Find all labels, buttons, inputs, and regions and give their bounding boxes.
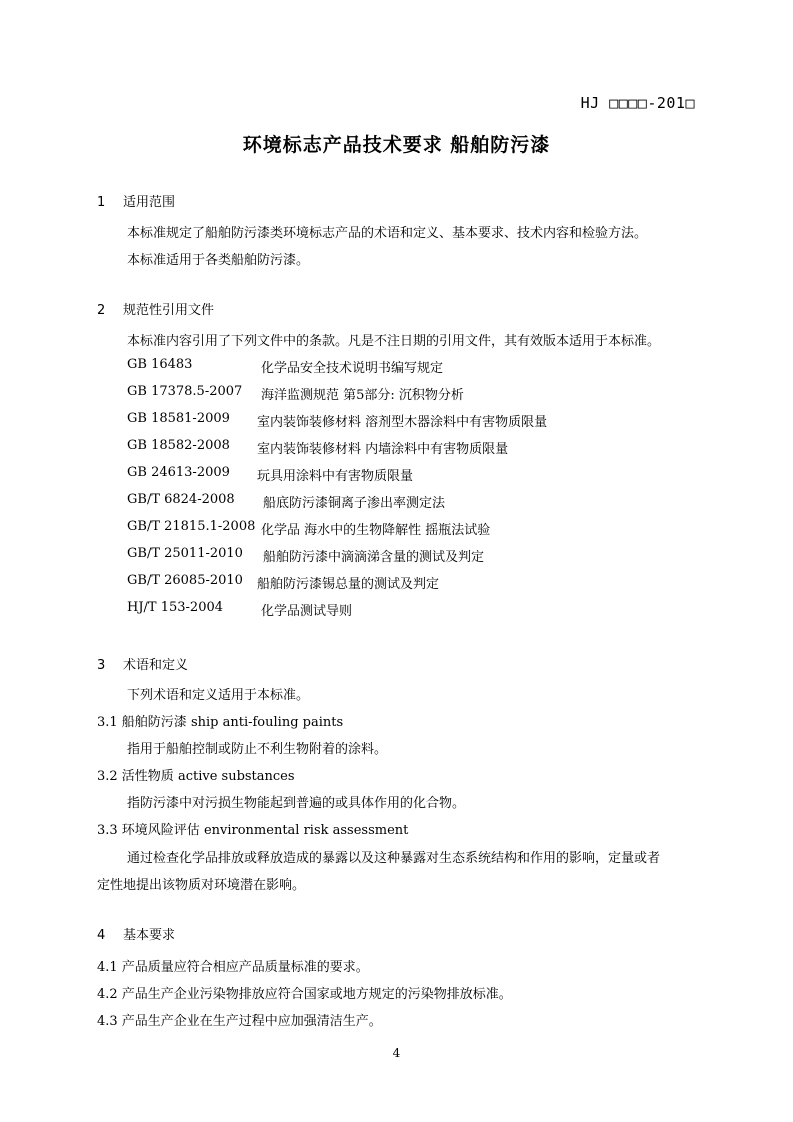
reference-item (127, 519, 491, 538)
term-3-3-definition-line-1: 通过检查化学品排放或释放造成的暴露以及这种暴露对生态系统结构和作用的影响，定量或者 (127, 851, 661, 866)
reference-item (127, 492, 446, 511)
reference-item (127, 546, 485, 565)
section-number: 2 (97, 303, 106, 318)
reference-name: 室内装饰装修材料 溶剂型木器涂料中有害物质限量 (257, 415, 548, 430)
section-title: 规范性引用文件 (123, 303, 215, 318)
requirement-4-3: 4.3 产品生产企业在生产过程中应加强清洁生产。 (97, 1014, 382, 1029)
section-3-intro: 下列术语和定义适用于本标准。 (127, 688, 310, 703)
section-number: 4 (97, 928, 106, 943)
document-title: 环境标志产品技术要求 船舶防污漆 (242, 134, 551, 156)
term-3-1: 3.1 船舶防污漆 ship anti-fouling paints (97, 715, 344, 730)
reference-code: GB 18581-2009 (127, 411, 230, 426)
reference-code: HJ/T 153-2004 (127, 600, 224, 615)
page-number: 4 (392, 1046, 401, 1060)
reference-item (127, 357, 444, 376)
section-1-paragraph-1: 本标准规定了船舶防污漆类环境标志产品的术语和定义、基本要求、技术内容和检验方法。 (127, 226, 648, 241)
reference-item (127, 465, 414, 484)
section-3-heading (97, 654, 188, 673)
reference-name: 化学品 海水中的生物降解性 摇瓶法试验 (261, 523, 491, 538)
reference-name: 船舶防污漆中滴滴涕含量的测试及判定 (263, 550, 485, 565)
reference-code: GB/T 26085-2010 (127, 573, 243, 588)
term-3-3-definition-line-2: 定性地提出该物质对环境潜在影响。 (97, 878, 306, 893)
reference-code: GB 18582-2008 (127, 438, 230, 453)
reference-code: GB/T 21815.1-2008 (127, 519, 256, 534)
requirement-4-1: 4.1 产品质量应符合相应产品质量标准的要求。 (97, 960, 369, 975)
reference-item (127, 411, 548, 430)
term-3-2-definition: 指防污漆中对污损生物能起到普遍的或具体作用的化合物。 (127, 796, 466, 811)
term-3-3: 3.3 环境风险评估 environmental risk assessment (97, 823, 409, 838)
section-2-heading (97, 299, 214, 318)
reference-item (127, 573, 440, 592)
standard-code: HJ □□□□-201□ (580, 94, 695, 112)
section-number: 3 (97, 658, 106, 673)
reference-name: 玩具用涂料中有害物质限量 (257, 469, 414, 484)
reference-code: GB 24613-2009 (127, 465, 230, 480)
reference-name: 化学品安全技术说明书编写规定 (261, 361, 444, 376)
reference-name: 化学品测试导则 (261, 604, 353, 619)
reference-name: 室内装饰装修材料 内墙涂料中有害物质限量 (257, 442, 509, 457)
requirement-4-2: 4.2 产品生产企业污染物排放应符合国家或地方规定的污染物排放标准。 (97, 987, 512, 1002)
reference-name: 船舶防污漆锡总量的测试及判定 (257, 577, 440, 592)
section-title: 基本要求 (123, 928, 176, 943)
term-3-2: 3.2 活性物质 active substances (97, 769, 295, 784)
reference-code: GB/T 6824-2008 (127, 492, 235, 507)
section-number: 1 (97, 195, 106, 210)
term-3-1-definition: 指用于船舶控制或防止不利生物附着的涂料。 (127, 742, 388, 757)
section-2-intro: 本标准内容引用了下列文件中的条款。凡是不注日期的引用文件，其有效版本适用于本标准。 (127, 334, 661, 349)
section-1-paragraph-2: 本标准适用于各类船舶防污漆。 (127, 253, 310, 268)
reference-name: 海洋监测规范 第5部分: 沉积物分析 (261, 388, 464, 403)
section-title: 术语和定义 (123, 658, 189, 673)
reference-code: GB 17378.5-2007 (127, 384, 243, 399)
section-1-heading (97, 191, 175, 210)
reference-item (127, 600, 353, 619)
section-title: 适用范围 (123, 195, 176, 210)
reference-code: GB 16483 (127, 357, 193, 372)
reference-name: 船底防污漆铜离子渗出率测定法 (263, 496, 446, 511)
reference-item (127, 384, 464, 403)
reference-code: GB/T 25011-2010 (127, 546, 243, 561)
section-4-heading (97, 924, 175, 943)
reference-item (127, 438, 509, 457)
